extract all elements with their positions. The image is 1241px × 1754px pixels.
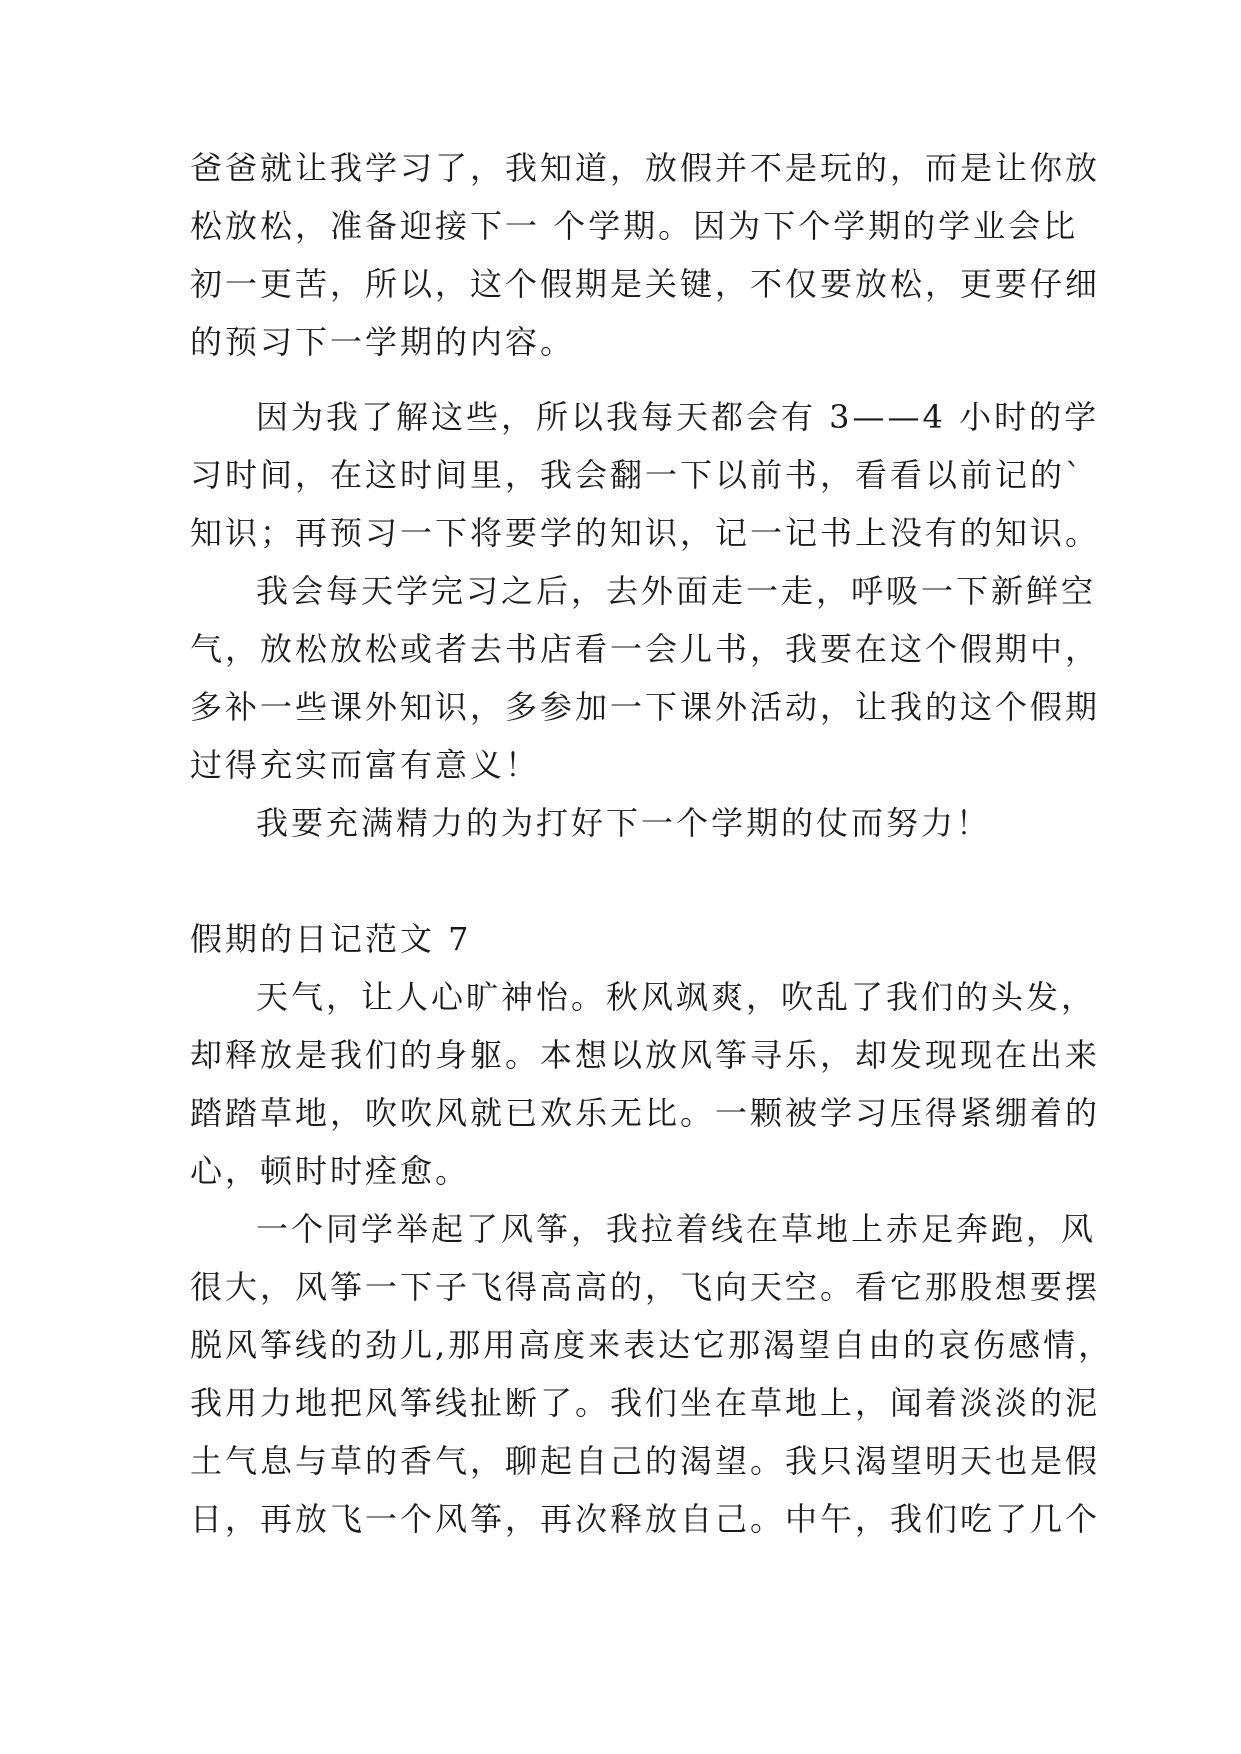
text-line: 习时间，在这时间里，我会翻一下以前书，看看以前记的` [190, 456, 1085, 494]
text-line: 气，放松放松或者去书店看一会儿书，我要在这个假期中， [190, 630, 1101, 668]
text-line: 初一更苦，所以，这个假期是关键，不仅要放松，更要仔细 [190, 265, 1101, 303]
text-line: 松放松，准备迎接下一 个学期。因为下个学期的学业会比 [190, 207, 1079, 245]
text-line: 我用力地把风筝线扯断了。我们坐在草地上，闻着淡淡的泥 [190, 1384, 1101, 1422]
text-line: 土气息与草的香气，聊起自己的渴望。我只渴望明天也是假 [190, 1442, 1101, 1480]
text-line: 日，再放飞一个风筝，再次释放自己。中午，我们吃了几个 [190, 1500, 1101, 1538]
section-heading: 假期的日记范文 7 [190, 920, 472, 958]
text-line: 过得充实而富有意义！ [190, 746, 541, 784]
text-line: 很大，风筝一下子飞得高高的，飞向天空。看它那股想要摆 [190, 1268, 1101, 1306]
text-line: 一个同学举起了风筝，我拉着线在草地上赤足奔跑，风 [256, 1210, 1097, 1248]
text-line: 天气，让人心旷神怡。秋风飒爽，吹乱了我们的头发， [256, 978, 1097, 1016]
text-line: 的预习下一学期的内容。 [190, 323, 576, 361]
text-line: 踏踏草地，吹吹风就已欢乐无比。一颗被学习压得紧绷着的 [190, 1094, 1101, 1132]
text-line: 因为我了解这些，所以我每天都会有 3——4 小时的学 [256, 398, 1100, 436]
text-line: 我会每天学完习之后，去外面走一走，呼吸一下新鲜空 [256, 572, 1097, 610]
text-line: 心，顿时时痊愈。 [190, 1152, 471, 1190]
text-line: 多补一些课外知识，多参加一下课外活动，让我的这个假期 [190, 688, 1101, 726]
text-line: 知识；再预习一下将要学的知识，记一记书上没有的知识。 [190, 514, 1101, 552]
text-line: 却释放是我们的身躯。本想以放风筝寻乐，却发现现在出来 [190, 1036, 1101, 1074]
text-line: 我要充满精力的为打好下一个学期的仗而努力！ [256, 804, 992, 842]
text-line: 爸爸就让我学习了，我知道，放假并不是玩的，而是让你放 [190, 149, 1101, 187]
text-line: 脱风筝线的劲儿,那用高度来表达它那渴望自由的哀伤感情， [190, 1326, 1114, 1364]
